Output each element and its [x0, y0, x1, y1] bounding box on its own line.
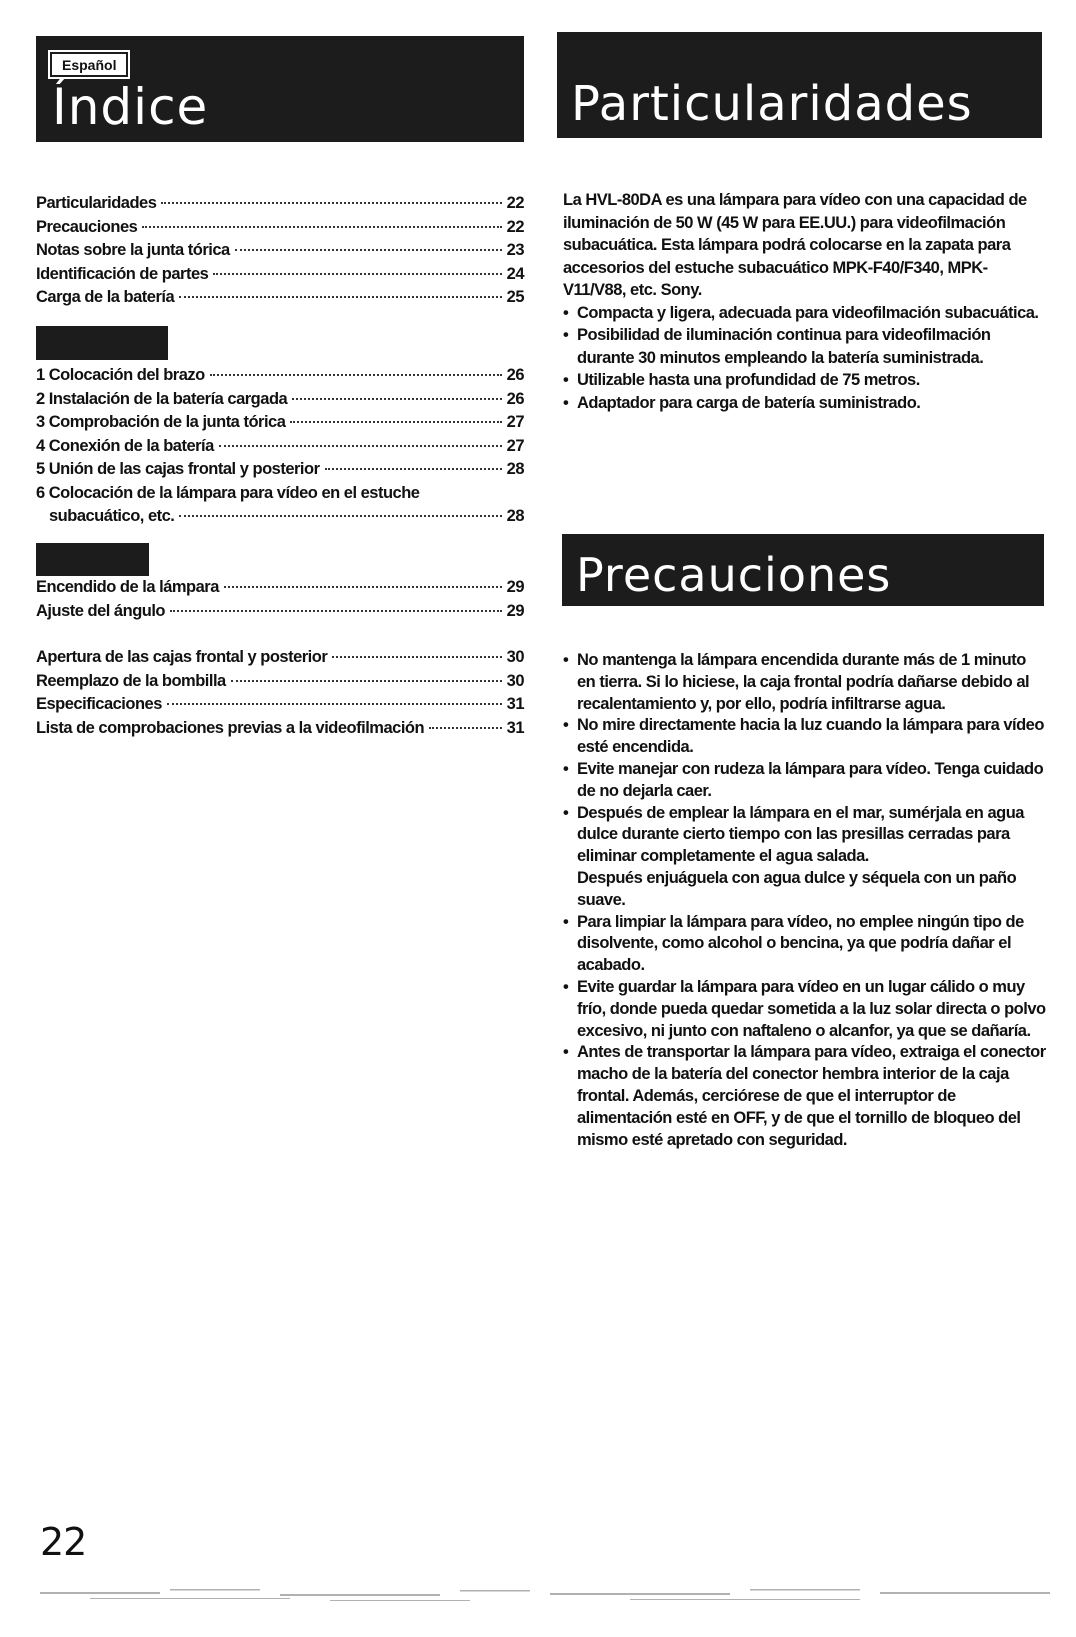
- bullet-dot: •: [563, 651, 569, 669]
- section-mark-preparation: [36, 326, 168, 360]
- list-item: • Evite guardar la lámpara para vídeo en un lugar cálido o muy frío, donde pueda quedar sometida a la luz solar directa o polvo excesivo, ni junto con naftaleno o alcanfor, ya que se dañaría.: [563, 977, 1046, 1040]
- toc-leader-dots: [332, 656, 501, 658]
- toc-entry[interactable]: Lista de comprobaciones previas a la videofilmación 31: [36, 718, 524, 737]
- toc-entry[interactable]: Precauciones 22: [36, 217, 524, 236]
- precauciones-title: Precauciones: [576, 548, 892, 602]
- toc-group-2: [36, 364, 524, 529]
- bullet-dot: •: [563, 759, 569, 778]
- particularidades-bullets: [563, 302, 1043, 415]
- list-item: • No mantenga la lámpara encendida durante más de 1 minuto en tierra. Si lo hiciese, la caja frontal podría dañarse debido al recalentamiento y, por ello, podría infiltrarse agua.: [563, 651, 1030, 713]
- precauciones-body: [563, 650, 1047, 1151]
- toc-entry[interactable]: Especificaciones 31: [36, 695, 524, 713]
- particularidades-header-bar: [557, 32, 1042, 138]
- toc-leader-dots: [325, 468, 502, 470]
- toc-leader-dots: [429, 727, 502, 729]
- particularidades-body: [563, 189, 1043, 414]
- bullet-dot: •: [563, 803, 569, 822]
- list-item: • Después de emplear la lámpara en el mar, sumérjala en agua dulce durante cierto tiempo con las presillas cerradas para eliminar completamente el agua salada. Después enjuáguela con agua dulce y séquela con un paño suave.: [563, 803, 1024, 909]
- list-item: • Utilizable hasta una profundidad de 75 metros.: [563, 369, 1043, 392]
- toc-entry[interactable]: Identificación de partes 24: [36, 264, 524, 283]
- particularidades-intro: La HVL-80DA es una lámpara para vídeo con una capacidad de iluminación de 50 W (45 W para EE.UU.) para videofilmación subacuática. Esta lámpara podrá colocarse en la zapata para accesorios del estuche subacuático MPK-F40/F340, MPK-V11/V88, etc. Sony.: [563, 191, 1027, 299]
- toc-entry[interactable]: Reemplazo de la bombilla 30: [36, 671, 524, 690]
- toc-group-1: [36, 192, 524, 310]
- toc-entry[interactable]: Carga de la batería 25: [36, 288, 524, 306]
- toc-leader-dots: [235, 249, 502, 251]
- toc-leader-dots: [213, 273, 501, 275]
- toc-entry[interactable]: 1 Colocación del brazo 26: [36, 366, 524, 384]
- precauciones-bullets: [563, 650, 1047, 1151]
- toc-entry[interactable]: 2 Instalación de la batería cargada 26: [36, 389, 524, 408]
- language-badge: Español: [50, 52, 128, 77]
- scan-noise-decoration: [30, 1580, 1060, 1610]
- toc-entry-wrapped-line2[interactable]: subacuático, etc. 28: [49, 507, 524, 525]
- toc-entry[interactable]: Notas sobre la junta tórica 23: [36, 241, 524, 259]
- toc-leader-dots: [290, 421, 501, 423]
- toc-leader-dots: [292, 398, 501, 400]
- toc-group-4: [36, 646, 524, 740]
- toc-entry[interactable]: Particularidades 22: [36, 194, 524, 212]
- list-item: • Compacta y ligera, adecuada para videofilmación subacuática.: [563, 302, 1043, 325]
- bullet-dot: •: [563, 977, 569, 996]
- list-item: • Adaptador para carga de batería suministrado.: [563, 392, 1043, 415]
- bullet-dot: •: [563, 393, 569, 412]
- bullet-dot: •: [563, 1043, 569, 1062]
- toc-leader-dots: [170, 610, 502, 612]
- bullet-dot: •: [563, 303, 569, 322]
- indice-header-bar: [36, 36, 524, 142]
- toc-leader-dots: [231, 680, 502, 682]
- toc-group-3: [36, 576, 524, 623]
- toc-leader-dots: [167, 703, 502, 705]
- precauciones-header-bar: [562, 534, 1044, 606]
- particularidades-title: Particularidades: [571, 76, 973, 132]
- toc-entry-wrapped-line1[interactable]: 6 Colocación de la lámpara para vídeo en el estuche: [36, 483, 420, 502]
- bullet-dot: •: [563, 912, 569, 931]
- bullet-dot: •: [563, 716, 569, 735]
- toc-entry[interactable]: 5 Unión de las cajas frontal y posterior 28: [36, 460, 524, 478]
- toc-leader-dots: [219, 445, 502, 447]
- toc-leader-dots: [142, 226, 501, 228]
- toc-leader-dots: [161, 202, 501, 204]
- indice-title: Índice: [52, 78, 209, 136]
- toc-entry[interactable]: 3 Comprobación de la junta tórica 27: [36, 413, 524, 431]
- bullet-continuation: Después enjuáguela con agua dulce y séquela con un paño suave.: [577, 868, 1017, 909]
- toc-leader-dots: [179, 515, 501, 517]
- toc-leader-dots: [210, 374, 502, 376]
- section-mark-operation: [36, 543, 149, 576]
- list-item: • No mire directamente hacia la luz cuando la lámpara para vídeo esté encendida.: [563, 716, 1044, 757]
- toc-entry[interactable]: 4 Conexión de la batería 27: [36, 436, 524, 455]
- list-item: • Posibilidad de iluminación continua para videofilmación durante 30 minutos empleando la batería suministrada.: [563, 326, 991, 367]
- list-item: • Evite manejar con rudeza la lámpara para vídeo. Tenga cuidado de no dejarla caer.: [563, 759, 1044, 800]
- toc-entry[interactable]: Encendido de la lámpara 29: [36, 578, 524, 596]
- toc-entry[interactable]: Ajuste del ángulo 29: [36, 601, 524, 620]
- bullet-dot: •: [563, 371, 569, 389]
- list-item: • Para limpiar la lámpara para vídeo, no emplee ningún tipo de disolvente, como alcohol o bencina, ya que podría dañar el acabado.: [563, 912, 1024, 975]
- toc-entry[interactable]: Apertura de las cajas frontal y posterior 30: [36, 648, 524, 666]
- toc-leader-dots: [179, 296, 501, 298]
- page-number: 22: [40, 1520, 87, 1564]
- bullet-dot: •: [563, 326, 569, 344]
- list-item: • Antes de transportar la lámpara para vídeo, extraiga el conector macho de la batería del conector hembra interior de la caja frontal. Además, cerciórese de que el interruptor de alimentación esté en OFF, y de que el tornillo de bloqueo del mismo esté apretado con seguridad.: [563, 1043, 1046, 1149]
- toc-leader-dots: [224, 586, 502, 588]
